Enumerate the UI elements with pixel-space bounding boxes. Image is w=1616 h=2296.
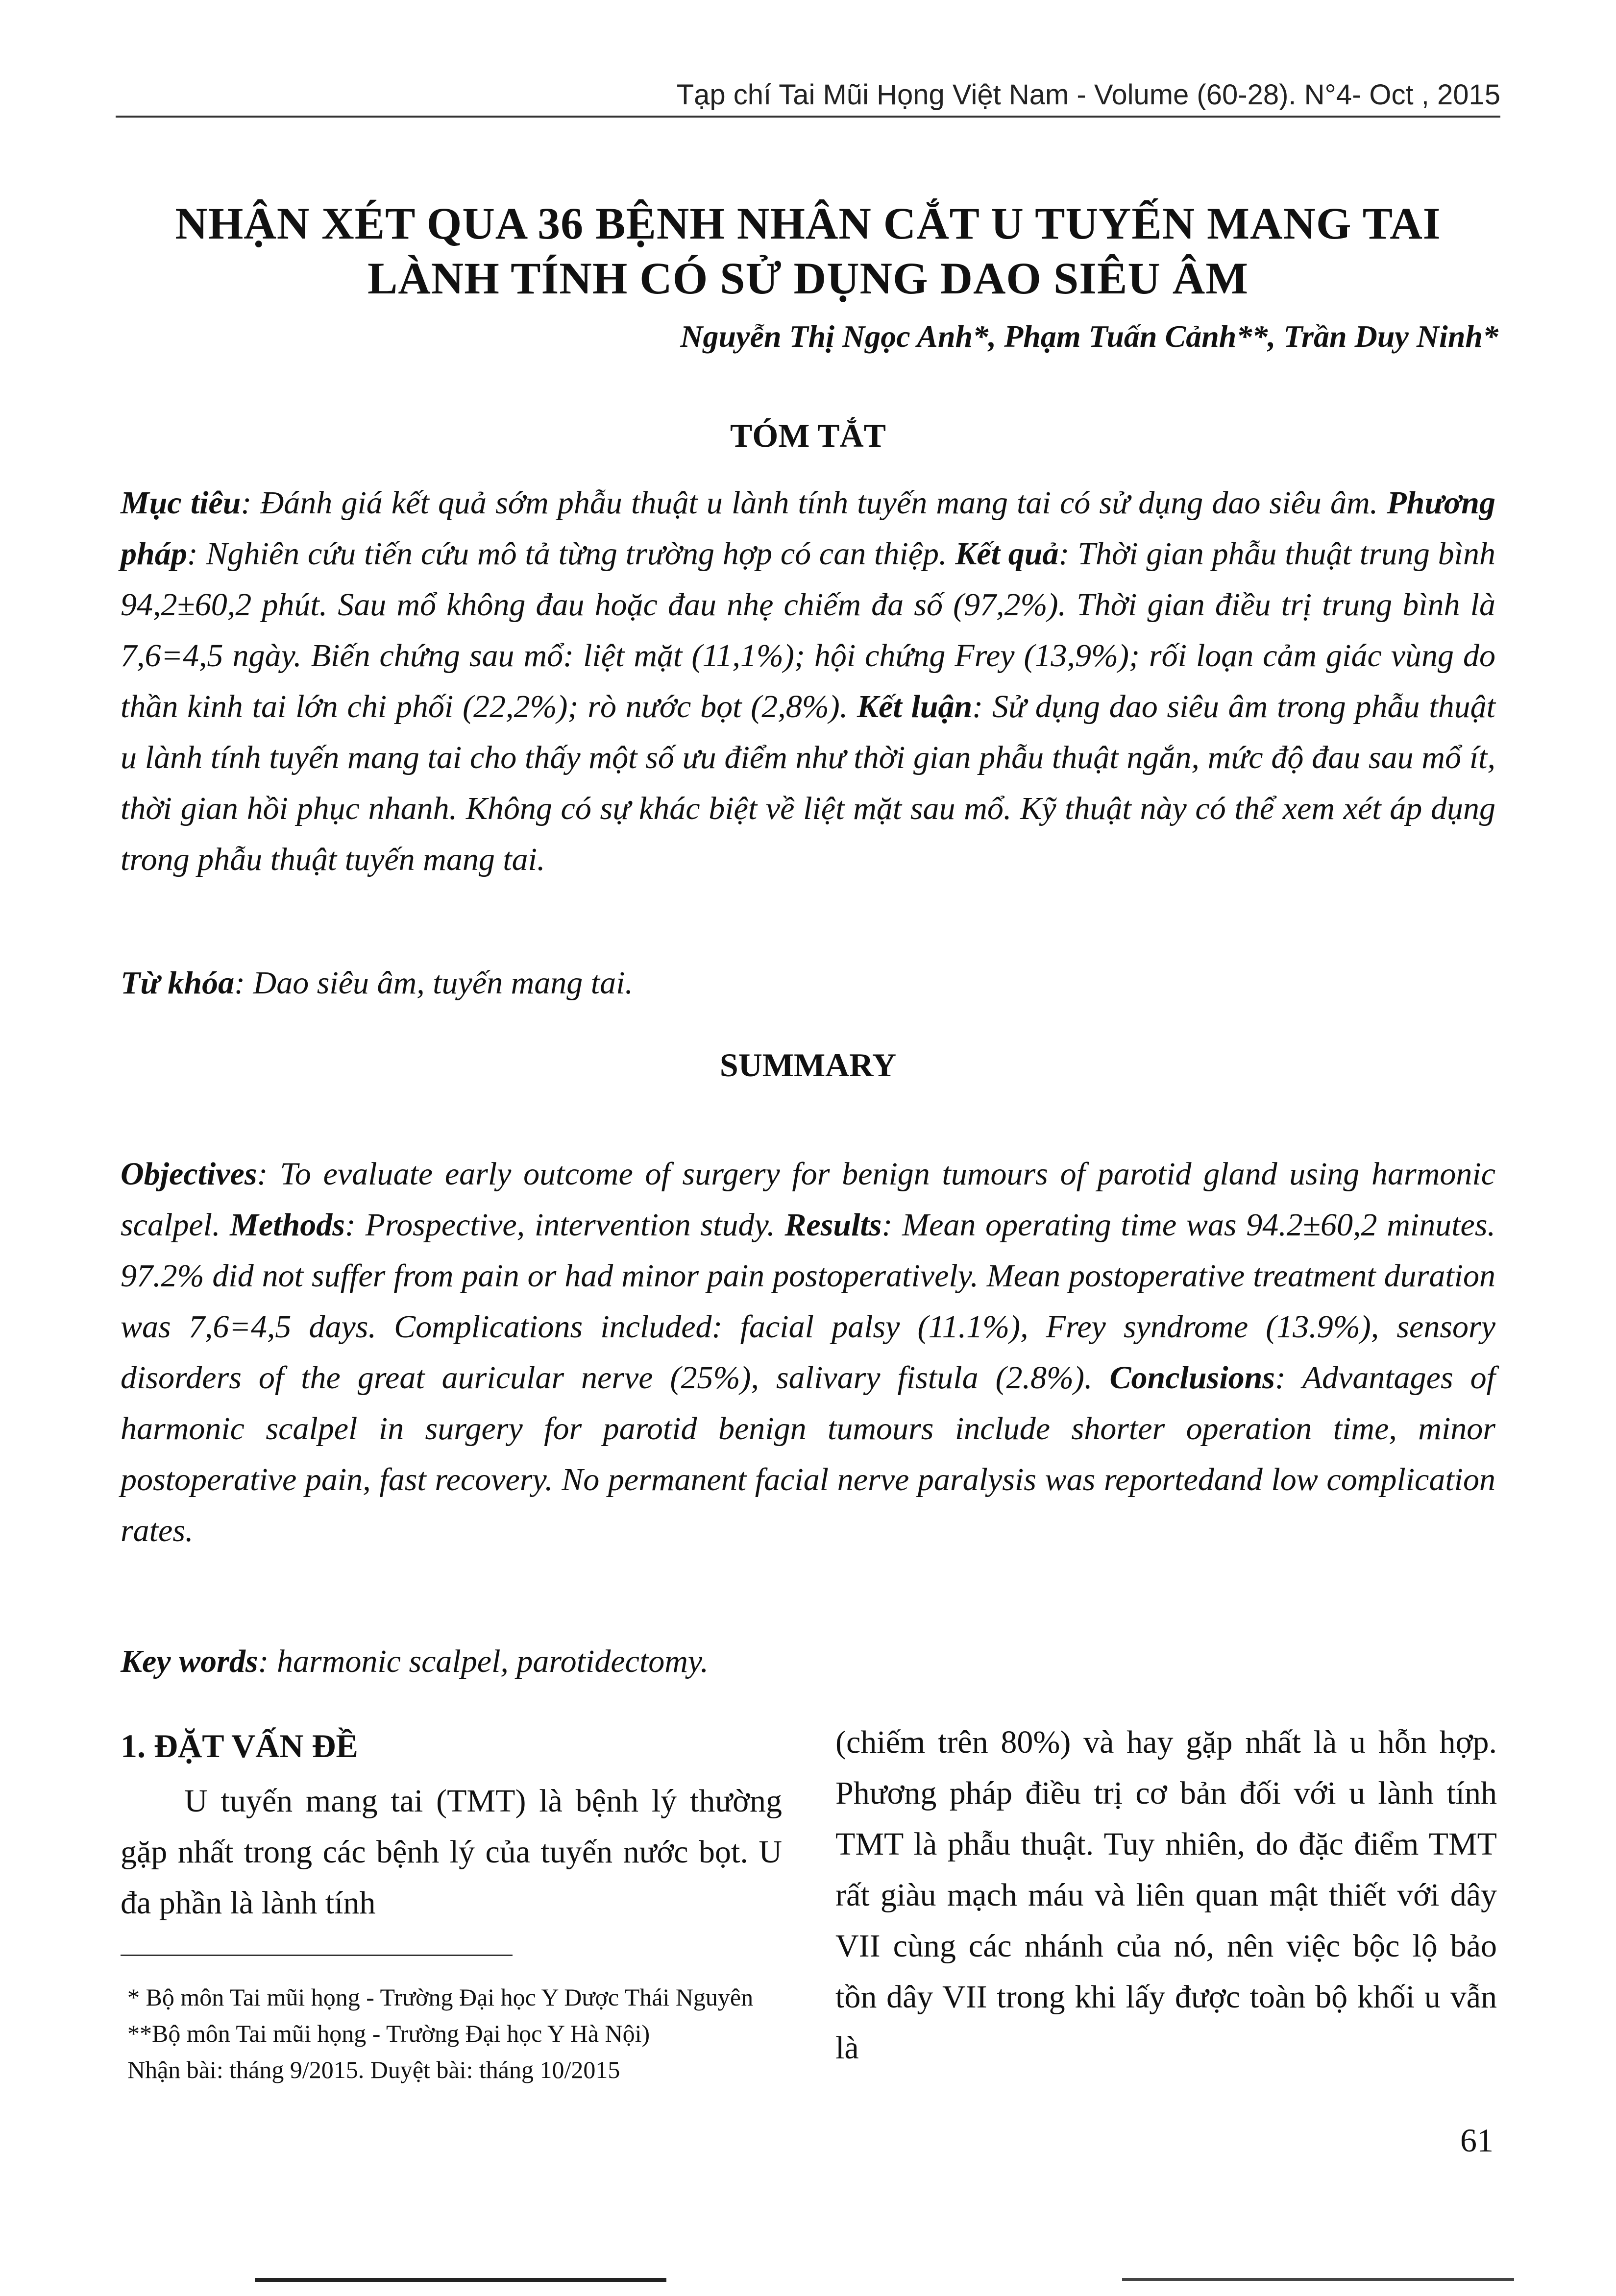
keywords-en-label: Key words [121,1643,258,1679]
abstract-en-heading: SUMMARY [719,1046,897,1084]
abstract-vi-body [121,478,1495,885]
methods-en-label: Methods [230,1207,345,1243]
scan-edge-right [1122,2278,1514,2281]
objectives-label: Objectives [121,1156,257,1192]
results-en-label: Results [784,1207,882,1243]
objective-text: : Đánh giá kết quả sớm phẫu thuật u lành tính tuyến mang tai có sử dụng dao siêu âm. [241,485,1387,521]
results-label: Kết quả [955,536,1059,572]
footnote-1: * Bộ môn Tai mũi họng - Trường Đại học Y Dược Thái Nguyên [127,1983,754,2011]
section-heading: 1. ĐẶT VẤN ĐỀ [121,1727,358,1764]
footnote-rule [121,1955,513,1956]
keywords-vi-text: : Dao siêu âm, tuyến mang tai. [234,965,633,1001]
section-right-text: (chiếm trên 80%) và hay gặp nhất là u hỗn hợp. Phương pháp điều trị cơ bản đối với u lành tính TMT là phẫu thuật. Tuy nhiên, do đặc điểm TMT rất giàu mạch máu và liên quan mật thiết với dây VII cùng các nhánh của nó, nên việc bộc lộ bảo tồn dây VII trong khi lấy được toàn bộ khối u vẫn là [835,1724,1497,2066]
objective-label: Mục tiêu [121,485,241,521]
objectives-text: : To evaluate early outcome of surgery for benign tumours of parotid gland using harmonic scalpel. [121,1156,1495,1243]
scan-edge-left [255,2278,666,2282]
abstract-en-body [121,1149,1495,1556]
page-number: 61 [1460,2122,1494,2159]
keywords-en-text: : harmonic scalpel, parotidectomy. [258,1643,709,1679]
keywords-en [121,1636,1495,1687]
authors: Nguyễn Thị Ngọc Anh*, Phạm Tuấn Cảnh**, Trần Duy Ninh* [680,319,1498,354]
title-line-1: NHẬN XÉT QUA 36 BỆNH NHÂN CẮT U TUYẾN MANG TAI [175,198,1441,248]
keywords-vi-label: Từ khóa [121,965,235,1001]
footnotes [127,1979,813,2088]
conclusions-text: : Advantages of harmonic scalpel in surgery for parotid benign tumours include shorter operation time, minor postoperative pain, fast recovery. No permanent facial nerve paralysis was reportedand low complication rates. [121,1360,1495,1548]
title-line-2: LÀNH TÍNH CÓ SỬ DỤNG DAO SIÊU ÂM [367,253,1249,303]
footnote-3: Nhận bài: tháng 9/2015. Duyệt bài: tháng 10/2015 [127,2056,620,2083]
keywords-vi [121,958,1495,1009]
article-title [147,196,1469,306]
header-rule [116,116,1500,118]
results-text: : Thời gian phẫu thuật trung bình 94,2±60,2 phút. Sau mổ không đau hoặc đau nhẹ chiếm đa số (97,2%). Thời gian điều trị trung bình là 7,6=4,5 ngày. Biến chứng sau mổ: liệt mặt (11,1%); hội chứng Frey (13,9%); rối loạn cảm giác vùng do thần kinh tai lớn chi phối (22,2%); rò nước bọt (2,8%). [121,536,1495,725]
footnote-2: **Bộ môn Tai mũi họng - Trường Đại học Y Hà Nội) [127,2020,650,2047]
conclusion-text: : Sử dụng dao siêu âm trong phẫu thuật u lành tính tuyến mang tai cho thấy một số ưu điểm như thời gian phẫu thuật ngắn, mức độ đau sau mổ ít, thời gian hồi phục nhanh. Không có sự khác biệt về liệt mặt sau mổ. Kỹ thuật này có thể xem xét áp dụng trong phẫu thuật tuyến mang tai. [121,689,1495,877]
abstract-vi-heading: TÓM TẮT [730,417,886,454]
methods-en-text: : Prospective, intervention study. [344,1207,785,1243]
methods-label: Phương pháp [121,485,1496,572]
conclusion-label: Kết luận [857,689,973,725]
conclusions-label: Conclusions [1109,1360,1275,1396]
methods-text: : Nghiên cứu tiến cứu mô tả từng trường hợp có can thiệp. [187,536,955,572]
section-left-text: U tuyến mang tai (TMT) là bệnh lý thường gặp nhất trong các bệnh lý của tuyến nước bọt. U đa phần là lành tính [121,1783,782,1921]
journal-header: Tạp chí Tai Mũi Họng Việt Nam - Volume (60-28). N°4- Oct , 2015 [676,79,1500,111]
results-en-text: : Mean operating time was 94.2±60,2 minutes. 97.2% did not suffer from pain or had minor pain postoperatively. Mean postoperative treatment duration was 7,6=4,5 days. Complications included: facial palsy (11.1%), Frey syndrome (13.9%), sensory disorders of the great auricular nerve (25%), salivary fistula (2.8%). [121,1207,1496,1396]
